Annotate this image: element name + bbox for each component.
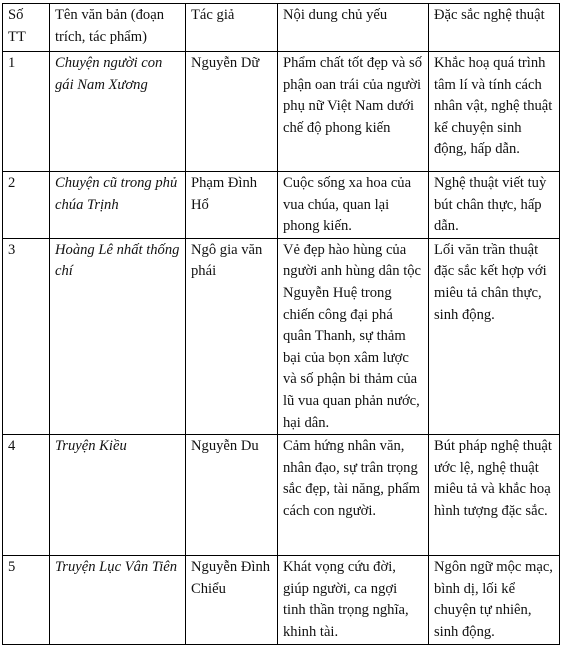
table-header-row [3,4,560,52]
cell-content: Cuộc sống xa hoa của vua chúa, quan lại phong kiến. [278,172,429,239]
header-stt: Số TT [3,4,50,52]
table-row [3,238,560,434]
cell-content: Vẻ đẹp hào hùng của người anh hùng dân tộc Nguyễn Huệ trong chiến công đại phá quân Thanh, sự thảm bại của bọn xâm lược và số phận bi thảm của lũ vua quan phản nước, hại dân. [278,238,429,434]
cell-content: Phẩm chất tốt đẹp và số phận oan trái của người phụ nữ Việt Nam dưới chế độ phong kiến [278,52,429,172]
cell-author: Phạm Đình Hổ [186,172,278,239]
cell-title: Chuyện người con gái Nam Xương [50,52,186,172]
cell-author: Nguyễn Đình Chiểu [186,556,278,644]
cell-content: Cảm hứng nhân văn, nhân đạo, sự trân trọng sắc đẹp, tài năng, phẩm cách con người. [278,435,429,556]
header-author: Tác giả [186,4,278,52]
cell-title: Truyện Lục Vân Tiên [50,556,186,644]
header-art: Đặc sắc nghệ thuật [429,4,560,52]
table-row [3,556,560,644]
header-title: Tên văn bản (đoạn trích, tác phẩm) [50,4,186,52]
cell-stt: 4 [3,435,50,556]
cell-title: Chuyện cũ trong phủ chúa Trịnh [50,172,186,239]
table-row [3,435,560,556]
cell-art: Khắc hoạ quá trình tâm lí và tính cách nhân vật, nghệ thuật kể chuyện sinh động, hấp dẫn. [429,52,560,172]
cell-art: Lối văn trần thuật đặc sắc kết hợp với miêu tả chân thực, sinh động. [429,238,560,434]
cell-title: Truyện Kiều [50,435,186,556]
cell-author: Ngô gia văn phái [186,238,278,434]
header-content: Nội dung chủ yếu [278,4,429,52]
cell-art: Bút pháp nghệ thuật ước lệ, nghệ thuật miêu tả và khắc hoạ hình tượng đặc sắc. [429,435,560,556]
cell-stt: 3 [3,238,50,434]
cell-author: Nguyễn Dữ [186,52,278,172]
literature-summary-table [2,3,560,645]
cell-art: Nghệ thuật viết tuỳ bút chân thực, hấp dẫn. [429,172,560,239]
table-row [3,172,560,239]
cell-author: Nguyễn Du [186,435,278,556]
cell-stt: 5 [3,556,50,644]
cell-title: Hoàng Lê nhất thống chí [50,238,186,434]
cell-art: Ngôn ngữ mộc mạc, bình dị, lối kể chuyện tự nhiên, sinh động. [429,556,560,644]
cell-stt: 1 [3,52,50,172]
cell-stt: 2 [3,172,50,239]
cell-content: Khát vọng cứu đời, giúp người, ca ngợi tinh thần trọng nghĩa, khinh tài. [278,556,429,644]
table-row [3,52,560,172]
